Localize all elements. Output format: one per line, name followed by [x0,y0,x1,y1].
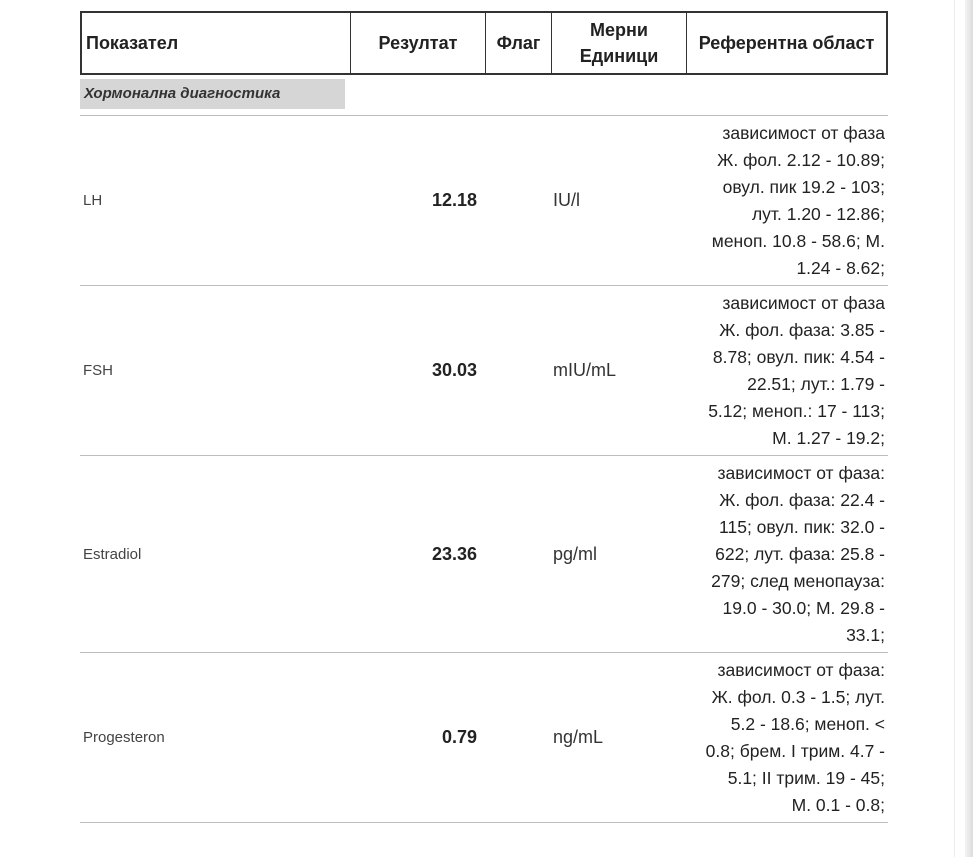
table-row [80,456,888,653]
reference-line: 19.0 - 30.0; М. 29.8 - [722,597,885,618]
reference-range [684,653,888,822]
reference-line: 1.24 - 8.62; [796,257,885,278]
reference-line: Ж. фол. фаза: 3.85 - [719,319,885,340]
table-row [80,653,888,823]
reference-line: 22.51; лут.: 1.79 - [747,373,885,394]
units-value: pg/ml [553,543,598,564]
units-value: IU/l [553,190,580,210]
indicator-name: Progesteron [83,729,165,746]
reference-range [684,456,888,652]
lab-results-table [80,11,888,823]
reference-line: 5.12; меноп.: 17 - 113; [708,400,885,421]
reference-line: зависимост от фаза: [717,462,885,483]
section-title: Хормонална диагностика [80,79,345,109]
indicator-name: FSH [83,362,113,379]
reference-line: 33.1; [846,624,885,645]
reference-line: 622; лут. фаза: 25.8 - [715,543,885,564]
table-row [80,116,888,286]
reference-range [684,116,888,285]
reference-line: 279; след менопауза: [711,570,885,591]
units-value: mIU/mL [553,360,616,380]
flag-value [483,456,549,652]
result-value: 0.79 [441,727,477,747]
reference-line: 5.2 - 18.6; меноп. < [730,713,885,734]
header-result: Резултат [350,13,485,73]
result-value: 12.18 [431,190,477,210]
reference-line: Ж. фол. фаза: 22.4 - [719,489,885,510]
header-units-line2: Единици [579,46,659,66]
reference-line: меноп. 10.8 - 58.6; М. [711,230,885,251]
page-edge-shadow [965,0,973,857]
header-flag: Флаг [485,13,551,73]
reference-line: М. 1.27 - 19.2; [772,427,885,448]
section-row [80,75,888,116]
reference-line: зависимост от фаза [722,292,885,313]
flag-value [483,116,549,285]
reference-line: лут. 1.20 - 12.86; [751,203,885,224]
reference-line: зависимост от фаза [722,122,885,143]
flag-value [483,286,549,455]
header-indicator: Показател [86,33,179,53]
reference-line: зависимост от фаза: [717,659,885,680]
header-units [551,13,686,73]
table-header [80,11,888,75]
header-reference-range: Референтна област [686,13,886,73]
header-units-line1: Мерни [590,20,648,40]
page-edge-line [954,0,955,857]
result-value: 23.36 [431,543,477,564]
reference-line: 5.1; II трим. 19 - 45; [727,767,885,788]
indicator-name: Estradiol [83,545,142,563]
reference-range [684,286,888,455]
flag-value [483,653,549,822]
result-value: 30.03 [431,360,477,380]
reference-line: М. 0.1 - 0.8; [791,794,885,815]
reference-line: Ж. фол. 2.12 - 10.89; [717,149,885,170]
reference-line: 115; овул. пик: 32.0 - [719,516,885,537]
units-value: ng/mL [553,727,604,747]
reference-line: 8.78; овул. пик: 4.54 - [712,346,885,367]
reference-line: 0.8; брем. I трим. 4.7 - [705,740,885,761]
reference-line: овул. пик 19.2 - 103; [722,176,885,197]
indicator-name: LH [83,192,103,209]
table-row [80,286,888,456]
reference-line: Ж. фол. 0.3 - 1.5; лут. [711,686,885,707]
